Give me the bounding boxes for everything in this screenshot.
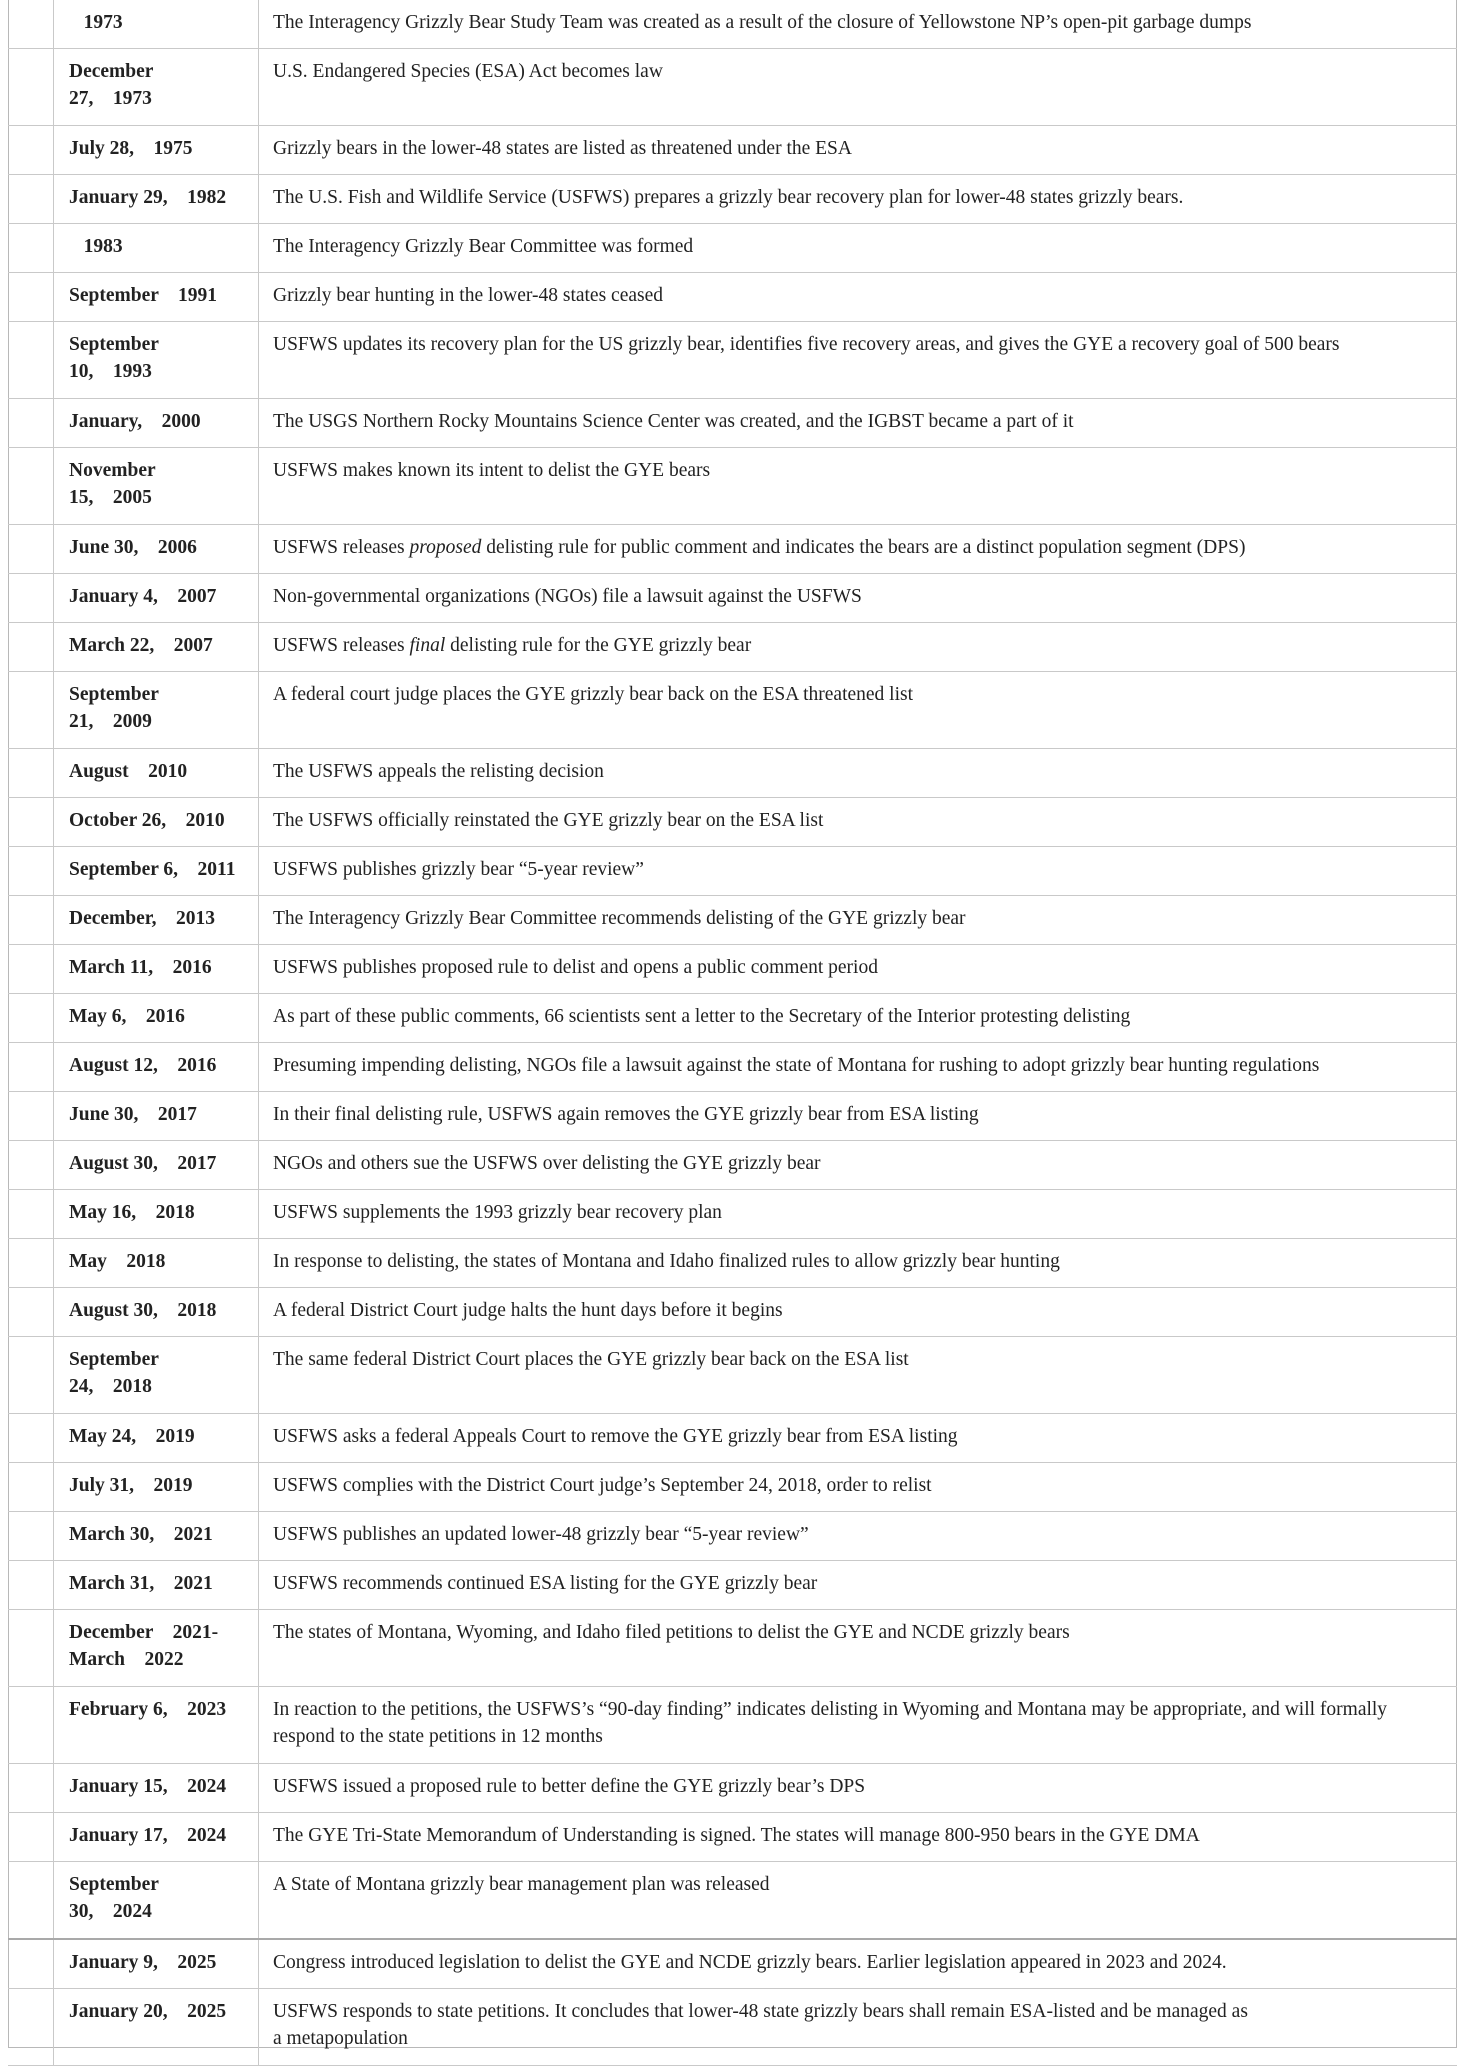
date-cell [54, 273, 259, 322]
row-margin-cell [8, 994, 54, 1043]
row-margin-cell [8, 1463, 54, 1512]
event-cell [259, 1463, 1458, 1512]
event-date: January 17, 2024 [69, 1825, 227, 1846]
table-row [8, 224, 1457, 273]
event-cell [259, 847, 1458, 896]
event-date: May 16, 2018 [69, 1202, 195, 1223]
date-cell [54, 525, 259, 574]
row-margin-cell [8, 1687, 54, 1764]
row-margin-cell [8, 1610, 54, 1687]
date-cell [54, 1610, 259, 1687]
table-row [8, 1989, 1457, 2066]
row-margin-cell [8, 399, 54, 448]
event-cell [259, 224, 1458, 273]
table-row [8, 49, 1457, 126]
event-cell [259, 1813, 1458, 1862]
event-date: September 1991 [69, 285, 218, 306]
date-cell [54, 1862, 259, 1940]
row-margin-cell [8, 273, 54, 322]
date-cell [54, 224, 259, 273]
event-date: August 12, 2016 [69, 1055, 217, 1076]
event-cell [259, 49, 1458, 126]
date-cell [54, 1764, 259, 1813]
row-margin-cell [8, 749, 54, 798]
event-date: May 24, 2019 [69, 1426, 195, 1447]
event-date: 1973 [69, 12, 123, 33]
date-cell [54, 672, 259, 749]
event-text: USFWS responds to state petitions. It concludes that lower-48 state grizzly bears shall remain ESA-listed and be managed as a metapopulation [273, 2001, 1248, 2049]
event-cell [259, 672, 1458, 749]
date-cell [54, 1141, 259, 1190]
event-date: March 31, 2021 [69, 1573, 213, 1594]
table-row [8, 1561, 1457, 1610]
table-row [8, 1687, 1457, 1764]
event-text: delisting rule for public comment and indicates the bears are a distinct population segment (DPS) [481, 537, 1246, 558]
row-margin-cell [8, 1939, 54, 1989]
event-text: USFWS publishes an updated lower-48 grizzly bear “5-year review” [273, 1524, 809, 1545]
event-cell [259, 1092, 1458, 1141]
row-margin-cell [8, 945, 54, 994]
event-date: August 2010 [69, 761, 188, 782]
date-cell [54, 0, 259, 49]
date-cell [54, 322, 259, 399]
event-cell [259, 1989, 1458, 2066]
table-row [8, 672, 1457, 749]
table-row [8, 1764, 1457, 1813]
event-date: July 28, 1975 [69, 138, 193, 159]
table-row [8, 847, 1457, 896]
event-cell [259, 0, 1458, 49]
event-text: In their final delisting rule, USFWS again removes the GYE grizzly bear from ESA listing [273, 1104, 979, 1125]
row-margin-cell [8, 623, 54, 672]
row-margin-cell [8, 126, 54, 175]
event-text: USFWS issued a proposed rule to better define the GYE grizzly bear’s DPS [273, 1776, 866, 1797]
event-text: In reaction to the petitions, the USFWS’s “90-day finding” indicates delisting in Wyoming and Montana may be appropriate, and will formally respond to the state petitions in 12 months [273, 1699, 1388, 1747]
event-cell [259, 1862, 1458, 1940]
event-text: USFWS complies with the District Court judge’s September 24, 2018, order to relist [273, 1475, 932, 1496]
event-cell [259, 273, 1458, 322]
event-text-emphasis: proposed [409, 537, 482, 558]
event-text: The USFWS officially reinstated the GYE grizzly bear on the ESA list [273, 810, 824, 831]
date-cell [54, 798, 259, 847]
event-cell [259, 749, 1458, 798]
event-cell [259, 1610, 1458, 1687]
date-cell [54, 1414, 259, 1463]
row-margin-cell [8, 1813, 54, 1862]
event-cell [259, 1414, 1458, 1463]
event-text: In response to delisting, the states of Montana and Idaho finalized rules to allow grizzly bear hunting [273, 1251, 1060, 1272]
date-cell [54, 896, 259, 945]
row-margin-cell [8, 1239, 54, 1288]
date-cell [54, 847, 259, 896]
event-date: December, 2013 [69, 908, 216, 929]
table-row [8, 1141, 1457, 1190]
table-row [8, 126, 1457, 175]
table-row [8, 322, 1457, 399]
table-row [8, 175, 1457, 224]
event-text: A State of Montana grizzly bear management plan was released [273, 1874, 770, 1895]
event-text: The USFWS appeals the relisting decision [273, 761, 604, 782]
date-cell [54, 1092, 259, 1141]
date-cell [54, 1463, 259, 1512]
row-margin-cell [8, 1561, 54, 1610]
event-cell [259, 1141, 1458, 1190]
row-margin-cell [8, 1862, 54, 1940]
event-date: December 27, 1973 [69, 61, 154, 109]
event-cell [259, 322, 1458, 399]
event-cell [259, 1561, 1458, 1610]
event-text: The Interagency Grizzly Bear Study Team was created as a result of the closure of Yellowstone NP’s open-pit garbage dumps [273, 12, 1252, 33]
date-cell [54, 448, 259, 525]
event-date: September 21, 2009 [69, 684, 159, 732]
date-cell [54, 623, 259, 672]
row-margin-cell [8, 1043, 54, 1092]
event-text: USFWS recommends continued ESA listing for the GYE grizzly bear [273, 1573, 818, 1594]
date-cell [54, 1561, 259, 1610]
row-margin-cell [8, 49, 54, 126]
event-date: March 11, 2016 [69, 957, 212, 978]
table-row [8, 1414, 1457, 1463]
date-cell [54, 1239, 259, 1288]
event-text: Grizzly bear hunting in the lower-48 states ceased [273, 285, 664, 306]
table-row [8, 1512, 1457, 1561]
row-margin-cell [8, 672, 54, 749]
event-date: January 4, 2007 [69, 586, 217, 607]
event-date: January 15, 2024 [69, 1776, 227, 1797]
table-row [8, 1463, 1457, 1512]
event-cell [259, 945, 1458, 994]
row-margin-cell [8, 1414, 54, 1463]
row-margin-cell [8, 1141, 54, 1190]
row-margin-cell [8, 1989, 54, 2066]
event-text: USFWS publishes proposed rule to delist and opens a public comment period [273, 957, 878, 978]
event-date: November 15, 2005 [69, 460, 156, 508]
row-margin-cell [8, 1092, 54, 1141]
event-text: USFWS publishes grizzly bear “5-year review” [273, 859, 644, 880]
event-date: July 31, 2019 [69, 1475, 193, 1496]
date-cell [54, 1337, 259, 1414]
event-text: NGOs and others sue the USFWS over delisting the GYE grizzly bear [273, 1153, 821, 1174]
event-date: October 26, 2010 [69, 810, 225, 831]
event-text: Non-governmental organizations (NGOs) file a lawsuit against the USFWS [273, 586, 862, 607]
table-row [8, 1288, 1457, 1337]
row-margin-cell [8, 1190, 54, 1239]
event-date: January, 2000 [69, 411, 201, 432]
table-row [8, 273, 1457, 322]
event-cell [259, 1512, 1458, 1561]
date-cell [54, 1190, 259, 1239]
event-cell [259, 1288, 1458, 1337]
event-date: February 6, 2023 [69, 1699, 227, 1720]
event-date: 1983 [69, 236, 123, 257]
date-cell [54, 1288, 259, 1337]
row-margin-cell [8, 798, 54, 847]
event-text: USFWS asks a federal Appeals Court to remove the GYE grizzly bear from ESA listing [273, 1426, 958, 1447]
event-date: September 6, 2011 [69, 859, 236, 880]
event-cell [259, 399, 1458, 448]
table-row [8, 1813, 1457, 1862]
event-text: A federal District Court judge halts the hunt days before it begins [273, 1300, 783, 1321]
row-margin-cell [8, 224, 54, 273]
event-text: USFWS releases [273, 537, 410, 558]
table-row [8, 994, 1457, 1043]
event-text: U.S. Endangered Species (ESA) Act becomes law [273, 61, 663, 82]
date-cell [54, 1687, 259, 1764]
row-margin-cell [8, 448, 54, 525]
event-text: The states of Montana, Wyoming, and Idaho filed petitions to delist the GYE and NCDE grizzly bears [273, 1622, 1070, 1643]
date-cell [54, 1813, 259, 1862]
date-cell [54, 994, 259, 1043]
event-cell [259, 994, 1458, 1043]
row-margin-cell [8, 0, 54, 49]
event-text-emphasis: final [409, 635, 446, 656]
table-row [8, 1043, 1457, 1092]
table-row [8, 896, 1457, 945]
row-margin-cell [8, 1512, 54, 1561]
table-row [8, 0, 1457, 49]
event-date: August 30, 2017 [69, 1153, 217, 1174]
row-margin-cell [8, 896, 54, 945]
event-cell [259, 1239, 1458, 1288]
date-cell [54, 126, 259, 175]
date-cell [54, 749, 259, 798]
event-cell [259, 525, 1458, 574]
table-row [8, 574, 1457, 623]
row-margin-cell [8, 1764, 54, 1813]
event-date: September 30, 2024 [69, 1874, 159, 1922]
table-row [8, 945, 1457, 994]
table-row [8, 1939, 1457, 1989]
event-text: Presuming impending delisting, NGOs file a lawsuit against the state of Montana for rushing to adopt grizzly bear hunting regulations [273, 1055, 1320, 1076]
event-cell [259, 1939, 1458, 1989]
date-cell [54, 1043, 259, 1092]
table-row [8, 1190, 1457, 1239]
event-cell [259, 1687, 1458, 1764]
row-margin-cell [8, 525, 54, 574]
event-date: March 30, 2021 [69, 1524, 213, 1545]
event-cell [259, 623, 1458, 672]
event-date: March 22, 2007 [69, 635, 213, 656]
event-cell [259, 1190, 1458, 1239]
date-cell [54, 175, 259, 224]
event-cell [259, 1043, 1458, 1092]
date-cell [54, 945, 259, 994]
row-margin-cell [8, 574, 54, 623]
row-margin-cell [8, 322, 54, 399]
event-cell [259, 1337, 1458, 1414]
row-margin-cell [8, 175, 54, 224]
timeline-table [8, 0, 1457, 2066]
table-row [8, 448, 1457, 525]
event-date: January 9, 2025 [69, 1952, 217, 1973]
table-row [8, 623, 1457, 672]
event-text: The Interagency Grizzly Bear Committee was formed [273, 236, 694, 257]
event-text: The U.S. Fish and Wildlife Service (USFWS) prepares a grizzly bear recovery plan for lower-48 states grizzly bears. [273, 187, 1184, 208]
table-row [8, 1337, 1457, 1414]
event-date: January 29, 1982 [69, 187, 227, 208]
event-cell [259, 175, 1458, 224]
event-date: June 30, 2017 [69, 1104, 197, 1125]
event-date: September 24, 2018 [69, 1349, 159, 1397]
event-cell [259, 126, 1458, 175]
event-text: The Interagency Grizzly Bear Committee recommends delisting of the GYE grizzly bear [273, 908, 966, 929]
event-date: May 2018 [69, 1251, 166, 1272]
table-row [8, 525, 1457, 574]
event-text: As part of these public comments, 66 scientists sent a letter to the Secretary of the Interior protesting delisting [273, 1006, 1131, 1027]
event-text: A federal court judge places the GYE grizzly bear back on the ESA threatened list [273, 684, 914, 705]
event-text: The USGS Northern Rocky Mountains Science Center was created, and the IGBST became a part of it [273, 411, 1074, 432]
table-row [8, 749, 1457, 798]
table-row [8, 399, 1457, 448]
event-cell [259, 896, 1458, 945]
event-date: August 30, 2018 [69, 1300, 217, 1321]
row-margin-cell [8, 1337, 54, 1414]
event-cell [259, 448, 1458, 525]
row-margin-cell [8, 1288, 54, 1337]
event-text: USFWS supplements the 1993 grizzly bear recovery plan [273, 1202, 722, 1223]
event-text: USFWS updates its recovery plan for the US grizzly bear, identifies five recovery areas, and gives the GYE a recovery goal of 500 bears [273, 334, 1340, 355]
event-text: The same federal District Court places the GYE grizzly bear back on the ESA list [273, 1349, 909, 1370]
event-cell [259, 1764, 1458, 1813]
event-text: USFWS releases [273, 635, 410, 656]
event-date: September 10, 1993 [69, 334, 159, 382]
event-text: The GYE Tri-State Memorandum of Understanding is signed. The states will manage 800-950 bears in the GYE DMA [273, 1825, 1200, 1846]
table-row [8, 798, 1457, 847]
date-cell [54, 1989, 259, 2066]
event-text: USFWS makes known its intent to delist the GYE bears [273, 460, 711, 481]
table-row [8, 1092, 1457, 1141]
date-cell [54, 574, 259, 623]
event-date: January 20, 2025 [69, 2001, 227, 2022]
event-cell [259, 574, 1458, 623]
row-margin-cell [8, 847, 54, 896]
date-cell [54, 49, 259, 126]
table-row [8, 1862, 1457, 1940]
event-date: May 6, 2016 [69, 1006, 185, 1027]
event-text: Congress introduced legislation to delist the GYE and NCDE grizzly bears. Earlier legislation appeared in 2023 and 2024. [273, 1952, 1227, 1973]
event-text: delisting rule for the GYE grizzly bear [445, 635, 752, 656]
date-cell [54, 1512, 259, 1561]
date-cell [54, 1939, 259, 1989]
timeline-body [8, 0, 1457, 2066]
event-text: Grizzly bears in the lower-48 states are listed as threatened under the ESA [273, 138, 852, 159]
table-row [8, 1610, 1457, 1687]
event-date: December 2021- March 2022 [69, 1622, 219, 1670]
date-cell [54, 399, 259, 448]
event-cell [259, 798, 1458, 847]
table-row [8, 1239, 1457, 1288]
event-date: June 30, 2006 [69, 537, 197, 558]
